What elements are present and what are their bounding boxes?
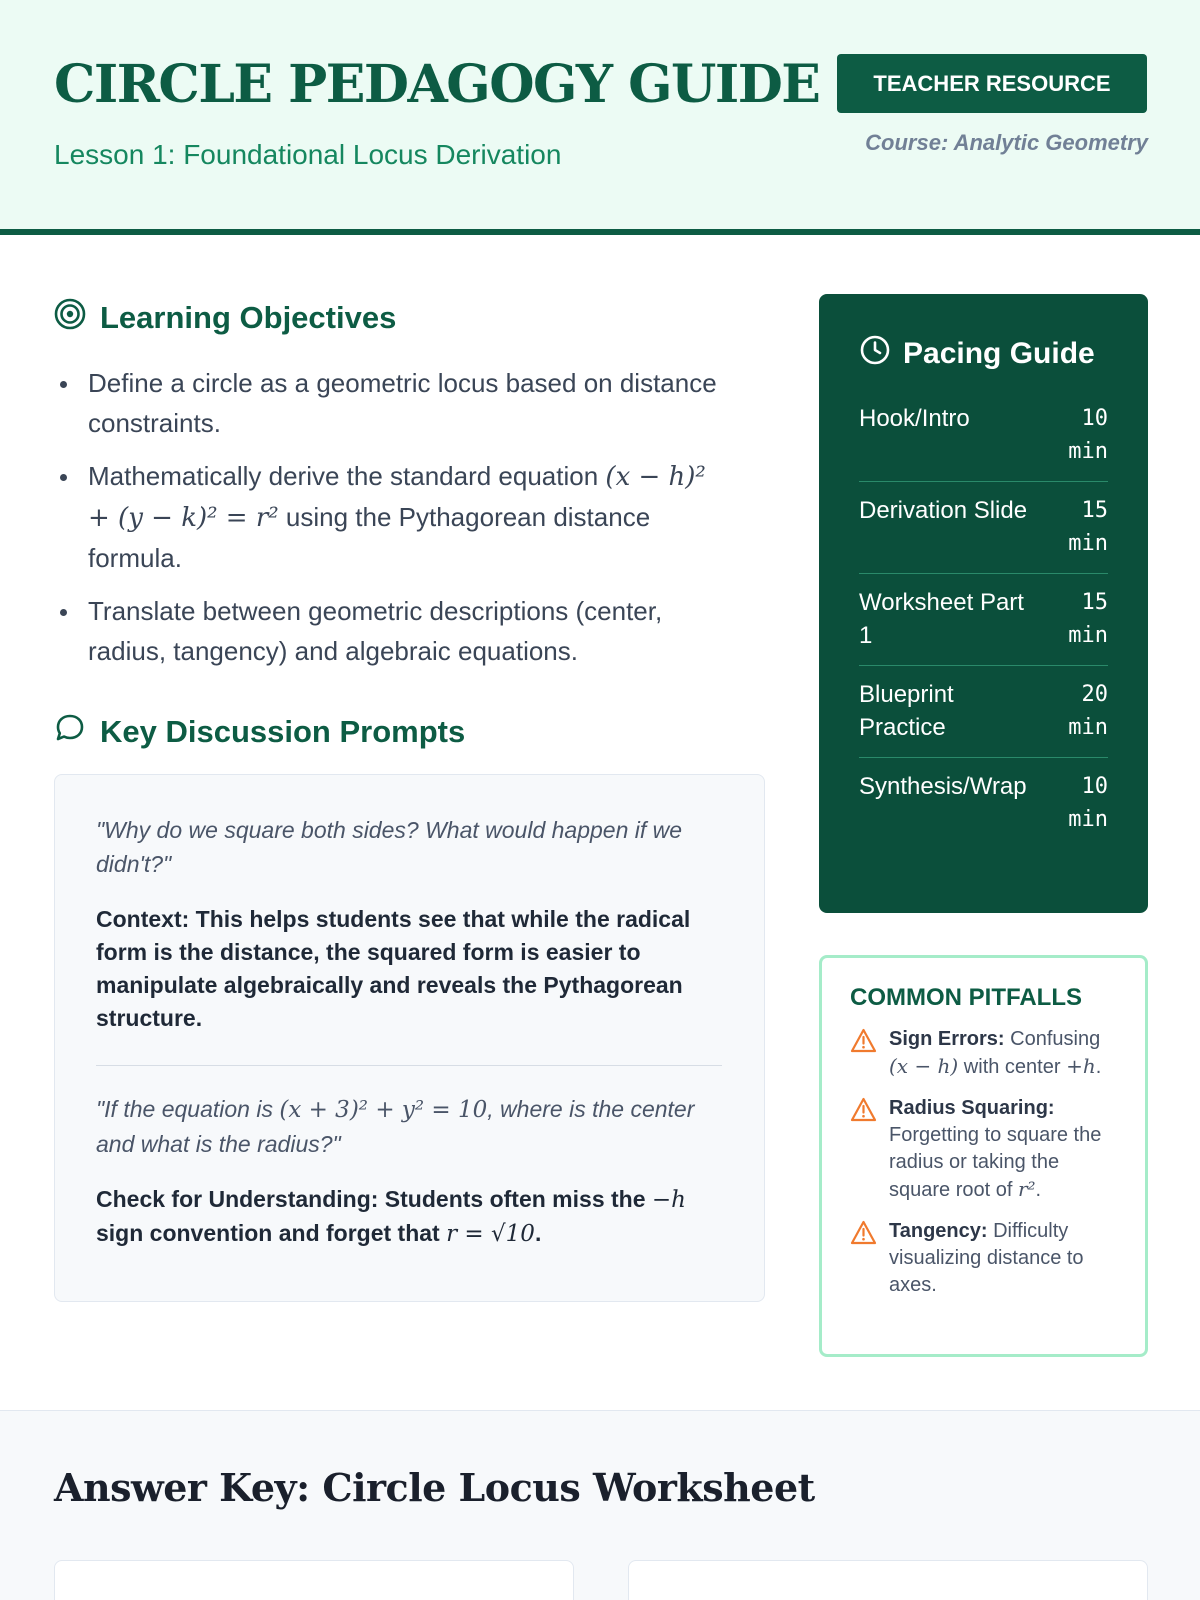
pacing-table (859, 390, 1108, 849)
discussion-prompts-card (54, 774, 765, 1302)
pacing-guide-card (819, 294, 1148, 913)
check-understanding-note (96, 1183, 722, 1251)
objective-item: Translate between geometric descriptions (center, radius, tangency) and algebraic equations. (54, 591, 734, 671)
common-pitfalls-card (819, 955, 1148, 1357)
prompt-context-note: Context: This helps students see that while the radical form is the distance, the squared form is easier to manipulate algebraically and reveals the Pythagorean structure. (96, 906, 691, 1031)
discussion-prompts-title: Key Discussion Prompts (100, 714, 466, 749)
pitfall-text (889, 1095, 1119, 1204)
learning-objectives-heading (54, 298, 396, 338)
pacing-row (859, 758, 1108, 849)
pitfall-text (889, 1218, 1119, 1299)
prompt-quote: "Why do we square both sides? What would happen if we didn't?" (96, 817, 683, 877)
page-title: CIRCLE PEDAGOGY GUIDE (54, 54, 820, 115)
note-text: Check for Understanding: Students often miss the (96, 1186, 652, 1212)
answer-card (628, 1560, 1148, 1600)
prompt-divider (96, 1065, 722, 1066)
course-label: Course: Analytic Geometry (865, 130, 1148, 155)
objective-text: using the Pythagorean distance formula. (88, 502, 651, 573)
common-pitfalls-heading: COMMON PITFALLS (850, 984, 1082, 1011)
warning-triangle-icon (850, 1218, 889, 1299)
pitfall-text (889, 1026, 1119, 1081)
quote-equation: (x + 3)² + y² = 10 (279, 1097, 488, 1123)
pacing-row (859, 482, 1108, 574)
pacing-time: 20 min (1068, 682, 1108, 740)
quote-text: "If the equation is (96, 1096, 280, 1122)
pitfall-desc: . (1095, 1056, 1102, 1078)
quote-text: , where is the center and what is the radius?" (96, 1096, 695, 1157)
pitfall-item (850, 1218, 1119, 1299)
pacing-row (859, 390, 1108, 482)
objective-text: Mathematically derive the standard equation (88, 461, 606, 491)
pitfall-desc: Difficulty visualizing distance to axes. (889, 1220, 1084, 1296)
pitfall-item (850, 1095, 1119, 1204)
clock-icon (859, 334, 903, 374)
pacing-activity: Blueprint Practice (859, 681, 954, 741)
pitfall-label: Sign Errors: (889, 1028, 1005, 1050)
pitfall-desc: . (1035, 1179, 1042, 1201)
pitfall-label: Radius Squaring: (889, 1097, 1055, 1119)
pacing-time: 10 min (1068, 774, 1108, 832)
warning-triangle-icon (850, 1095, 889, 1204)
page-subtitle: Lesson 1: Foundational Locus Derivation (54, 139, 562, 170)
pitfall-desc: Confusing (1004, 1028, 1101, 1050)
pacing-activity: Derivation Slide (859, 497, 1028, 524)
note-math: −h (651, 1187, 686, 1213)
prompt-quote (96, 1092, 722, 1161)
pacing-time: 10 min (1068, 406, 1108, 464)
pacing-activity: Hook/Intro (859, 405, 970, 432)
pitfall-math: r² (1017, 1177, 1036, 1201)
pacing-guide-title: Pacing Guide (903, 337, 1095, 370)
pitfall-desc: with center (958, 1056, 1067, 1078)
pacing-row (859, 574, 1108, 666)
pacing-time: 15 min (1068, 498, 1108, 556)
pacing-activity: Worksheet Part 1 (859, 589, 1024, 649)
objectives-list (54, 363, 734, 684)
note-text: sign convention and forget that (96, 1220, 447, 1246)
standard-equation: (x − h)² + (y − k)² = r² (88, 462, 706, 533)
pitfall-item (850, 1026, 1119, 1081)
pitfall-math: (x − h) (889, 1054, 959, 1078)
note-text: . (534, 1220, 542, 1246)
pacing-guide-heading (859, 334, 1108, 374)
pacing-time: 15 min (1068, 590, 1108, 648)
speech-bubble-icon (54, 712, 100, 752)
pacing-activity: Synthesis/Wrap (859, 773, 1027, 800)
answer-key-heading: Answer Key: Circle Locus Worksheet (54, 1465, 815, 1510)
learning-objectives-title: Learning Objectives (100, 300, 397, 335)
discussion-prompts-heading (54, 712, 465, 752)
teacher-resource-badge: TEACHER RESOURCE (837, 54, 1147, 113)
pitfall-desc: Forgetting to square the radius or taking the square root of (889, 1124, 1102, 1201)
pacing-row (859, 666, 1108, 758)
answer-card (54, 1560, 574, 1600)
objective-item (54, 456, 734, 578)
answer-key-section (0, 1410, 1200, 1600)
target-icon (54, 298, 100, 338)
pitfall-math: +h (1066, 1054, 1096, 1078)
objective-item: Define a circle as a geometric locus based on distance constraints. (54, 363, 734, 443)
note-math: r = √10 (446, 1221, 535, 1247)
pitfall-label: Tangency: (889, 1220, 988, 1242)
header-banner (0, 0, 1200, 235)
warning-triangle-icon (850, 1026, 889, 1081)
